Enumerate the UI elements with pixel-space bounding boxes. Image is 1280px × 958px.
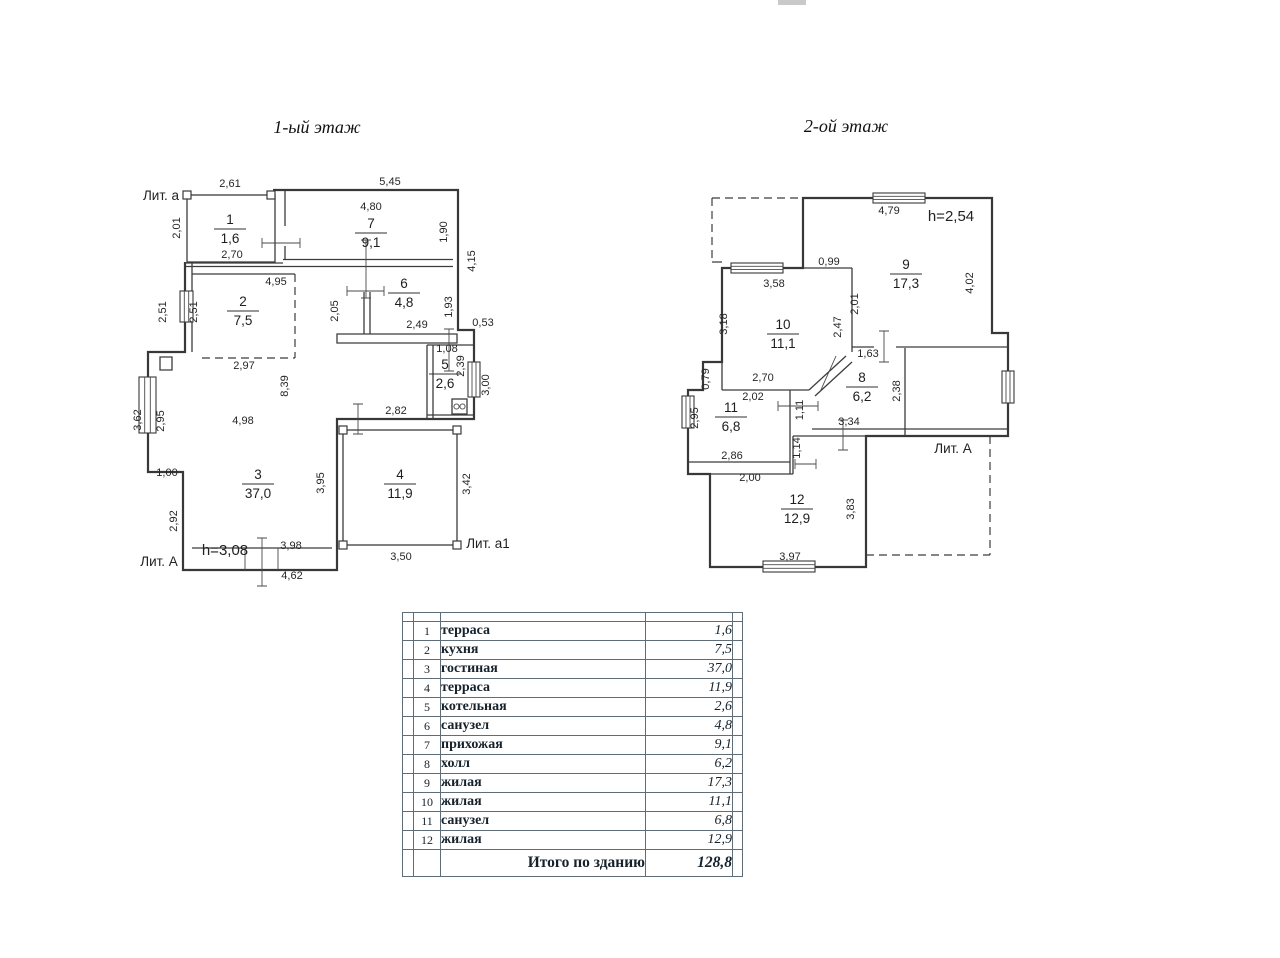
table-edge-cell <box>733 774 743 793</box>
table-edge-cell <box>733 698 743 717</box>
room-number: 3 <box>254 467 262 482</box>
boiler-stove-icon <box>452 399 467 414</box>
dimension-label: 4,15 <box>466 250 478 272</box>
dimension-label: 2,70 <box>752 372 774 384</box>
dimension-label: 2,61 <box>219 178 241 190</box>
floor2-labels <box>689 205 976 563</box>
room-area-cell: 9,1 <box>646 736 733 755</box>
room-area-cell: 6,2 <box>646 755 733 774</box>
dimension-label: 4,95 <box>265 276 287 288</box>
floor1-title: 1-ый этаж <box>273 117 361 137</box>
terrace-post <box>267 191 275 199</box>
row-number-cell: 12 <box>414 831 441 850</box>
dimension-label: 5,45 <box>379 176 401 188</box>
plan-line <box>403 613 414 622</box>
plan-line <box>646 613 733 622</box>
room-name-cell: прихожая <box>441 736 646 755</box>
table-edge-cell <box>403 793 414 812</box>
table-row <box>403 717 743 736</box>
room-area: 1,6 <box>220 231 240 246</box>
room-number: 7 <box>367 216 375 231</box>
terrace-post <box>453 426 461 434</box>
room-area: 37,0 <box>244 486 272 501</box>
table-edge-cell <box>403 831 414 850</box>
dimension-label: 3,62 <box>132 409 144 431</box>
table-edge-cell <box>403 755 414 774</box>
dimension-label: 2,92 <box>168 510 180 532</box>
floor1-height-label: h=3,08 <box>201 542 249 559</box>
room-area-cell: 11,1 <box>646 793 733 812</box>
dimension-label: 3,97 <box>779 551 801 563</box>
room-area: 11,9 <box>387 486 413 501</box>
room-name-cell: терраса <box>441 622 646 641</box>
dimension-label: 4,80 <box>360 201 382 213</box>
room-area: 6,2 <box>852 389 872 404</box>
dimension-label: 2,95 <box>689 407 701 429</box>
room-area-cell: 7,5 <box>646 641 733 660</box>
table-edge-cell <box>733 793 743 812</box>
floor1-porch-steps <box>245 538 278 586</box>
table-edge-cell <box>733 679 743 698</box>
dimension-label: 1,00 <box>156 467 178 479</box>
table-edge-cell <box>403 679 414 698</box>
room-area-cell: 1,6 <box>646 622 733 641</box>
floor1-lit-a-label: Лит. а <box>142 188 180 203</box>
table-row <box>403 698 743 717</box>
table-edge-cell <box>733 755 743 774</box>
plan-line <box>873 193 925 203</box>
dimension-label: 2,70 <box>221 249 243 261</box>
room-number: 11 <box>723 400 739 415</box>
room-area-cell: 2,6 <box>646 698 733 717</box>
dimension-label: 2,86 <box>721 450 743 462</box>
table-total-row <box>403 850 743 877</box>
room-area-cell: 6,8 <box>646 812 733 831</box>
dimension-label: 2,51 <box>157 301 169 323</box>
window-icon <box>1002 371 1014 403</box>
dimension-label: 4,02 <box>964 272 976 294</box>
room-name-cell: гостиная <box>441 660 646 679</box>
plan-line <box>441 613 646 622</box>
row-number-cell: 2 <box>414 641 441 660</box>
window-icon <box>731 263 783 273</box>
floor2-diagonal-wall <box>809 356 852 396</box>
room-name-cell: кухня <box>441 641 646 660</box>
dimension-label: 2,39 <box>455 355 467 377</box>
room-area: 17,3 <box>892 276 920 291</box>
plan-line <box>731 263 783 273</box>
room-number: 12 <box>789 492 805 507</box>
row-number-cell: 10 <box>414 793 441 812</box>
row-number-cell: 3 <box>414 660 441 679</box>
area-table-body <box>403 613 743 877</box>
table-row <box>403 736 743 755</box>
table-edge-cell <box>403 698 414 717</box>
floor2-title: 2-ой этаж <box>803 116 889 136</box>
row-number-cell: 1 <box>414 622 441 641</box>
dimension-label: 2,95 <box>155 410 167 432</box>
dimension-label: 2,01 <box>171 217 183 239</box>
dimension-label: 4,62 <box>281 570 303 582</box>
dimension-label: 3,42 <box>461 473 473 495</box>
dimension-label: 2,01 <box>849 293 861 315</box>
dimension-label: 3,18 <box>718 313 730 335</box>
plan-line <box>414 850 441 877</box>
dimension-label: 0,79 <box>700 368 712 390</box>
dimension-label: 3,98 <box>280 540 302 552</box>
table-edge-cell <box>733 812 743 831</box>
dimension-label: 3,58 <box>763 278 785 290</box>
dimension-label: 2,38 <box>891 380 903 402</box>
dimension-label: 2,00 <box>739 472 761 484</box>
floor1-door-marks <box>262 238 454 434</box>
table-edge-cell <box>403 774 414 793</box>
room-number: 6 <box>400 276 408 291</box>
table-row <box>403 812 743 831</box>
dimension-label: 2,82 <box>385 405 407 417</box>
room-area: 11,1 <box>770 336 796 351</box>
dimension-label: 4,98 <box>232 415 254 427</box>
plan-line <box>454 404 459 409</box>
room-name-cell: санузел <box>441 812 646 831</box>
floor2-plan <box>682 116 1014 572</box>
table-spacer-row <box>403 613 743 622</box>
dimension-label: 4,79 <box>878 205 900 217</box>
room-number: 8 <box>858 370 866 385</box>
floor2-diagonal-door-mark <box>820 356 836 392</box>
table-edge-cell <box>733 641 743 660</box>
table-row <box>403 831 743 850</box>
dimension-label: 2,47 <box>832 316 844 338</box>
room-number: 4 <box>396 467 404 482</box>
terrace-post <box>339 541 347 549</box>
terrace-post <box>183 191 191 199</box>
dimension-label: 2,02 <box>742 391 764 403</box>
room-number: 10 <box>775 317 791 332</box>
plan-line <box>1002 371 1014 403</box>
row-number-cell: 7 <box>414 736 441 755</box>
dimension-label: 1,63 <box>857 348 879 360</box>
plan-line <box>468 362 480 397</box>
row-number-cell: 9 <box>414 774 441 793</box>
room-area-cell: 11,9 <box>646 679 733 698</box>
table-edge-cell <box>733 717 743 736</box>
room-name-cell: санузел <box>441 717 646 736</box>
room-name-cell: холл <box>441 755 646 774</box>
room-area-table <box>402 612 743 877</box>
dimension-label: 3,95 <box>315 472 327 494</box>
floor2-lit-A-label: Лит. А <box>934 441 972 456</box>
floor1-labels <box>132 176 494 582</box>
table-edge-cell <box>733 736 743 755</box>
table-edge-cell <box>733 622 743 641</box>
table-total-value: 128,8 <box>646 850 733 877</box>
dimension-label: 1,90 <box>438 221 450 243</box>
dimension-label: 1,93 <box>443 296 455 318</box>
dimension-label: 1,14 <box>791 437 803 459</box>
table-edge-cell <box>403 717 414 736</box>
room-area-cell: 12,9 <box>646 831 733 850</box>
room-area: 6,8 <box>721 419 741 434</box>
table-edge-cell <box>403 812 414 831</box>
room-number: 1 <box>226 212 234 227</box>
room-name-cell: терраса <box>441 679 646 698</box>
plan-line <box>733 850 743 877</box>
room-area: 12,9 <box>783 511 811 526</box>
dimension-label: 2,97 <box>233 360 255 372</box>
room-name-cell: котельная <box>441 698 646 717</box>
room-area: 4,8 <box>394 295 414 310</box>
dimension-label: 2,51 <box>188 301 200 323</box>
row-number-cell: 4 <box>414 679 441 698</box>
table-row <box>403 755 743 774</box>
row-number-cell: 5 <box>414 698 441 717</box>
table-edge-cell <box>403 641 414 660</box>
table-row <box>403 660 743 679</box>
room-area: 2,6 <box>435 376 455 391</box>
dimension-label: 3,34 <box>838 416 860 428</box>
dimension-label: 3,50 <box>390 551 412 563</box>
room-area: 7,5 <box>233 313 253 328</box>
table-edge-cell <box>403 660 414 679</box>
table-row <box>403 622 743 641</box>
room-number: 5 <box>441 357 449 372</box>
table-row <box>403 679 743 698</box>
dimension-label: 8,39 <box>279 375 291 397</box>
terrace-post <box>339 426 347 434</box>
table-edge-cell <box>403 736 414 755</box>
table-edge-cell <box>403 622 414 641</box>
dimension-label: 2,05 <box>329 300 341 322</box>
floor1-plan <box>132 117 510 586</box>
table-edge-cell <box>733 831 743 850</box>
dimension-label: 1,11 <box>794 399 806 421</box>
dimension-label: 0,53 <box>472 317 494 329</box>
room-area-cell: 4,8 <box>646 717 733 736</box>
floor1-lit-A-label: Лит. А <box>140 554 178 569</box>
row-number-cell: 6 <box>414 717 441 736</box>
plan-line <box>403 850 414 877</box>
room-area-cell: 37,0 <box>646 660 733 679</box>
dimension-label: 3,83 <box>845 498 857 520</box>
terrace-post <box>453 541 461 549</box>
row-number-cell: 11 <box>414 812 441 831</box>
room-name-cell: жилая <box>441 793 646 812</box>
floor2-height-label: h=2,54 <box>927 208 975 225</box>
plan-line <box>460 404 465 409</box>
dimension-label: 0,99 <box>818 256 840 268</box>
row-number-cell: 8 <box>414 755 441 774</box>
dimension-label: 2,49 <box>406 319 428 331</box>
floor1-outer-wall <box>148 190 474 570</box>
dimension-label: 1,08 <box>436 343 458 355</box>
room-area-cell: 17,3 <box>646 774 733 793</box>
room-name-cell: жилая <box>441 831 646 850</box>
room-number: 9 <box>902 257 910 272</box>
floor1-lit-a1-label: Лит. а1 <box>466 536 510 551</box>
window-icon <box>468 362 480 397</box>
dimension-label: 3,00 <box>480 374 492 396</box>
plan-line <box>414 613 441 622</box>
window-icon <box>873 193 925 203</box>
table-edge-cell <box>733 660 743 679</box>
table-total-label: Итого по зданию <box>441 850 646 877</box>
plan-line <box>733 613 743 622</box>
room-area: 9,1 <box>361 235 381 250</box>
room-name-cell: жилая <box>441 774 646 793</box>
table-row <box>403 774 743 793</box>
room-number: 2 <box>239 294 247 309</box>
table-row <box>403 641 743 660</box>
table-row <box>403 793 743 812</box>
